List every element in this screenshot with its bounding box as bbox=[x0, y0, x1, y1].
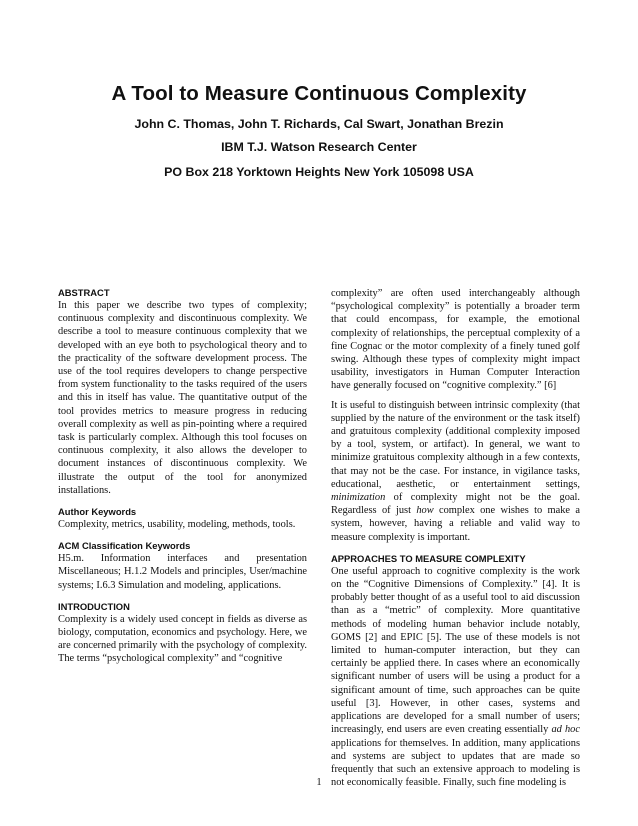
author-list: John C. Thomas, John T. Richards, Cal Swart, Jonathan Brezin bbox=[134, 117, 504, 131]
affiliation: IBM T.J. Watson Research Center bbox=[221, 140, 417, 154]
introduction-heading: INTRODUCTION bbox=[58, 600, 130, 612]
paragraph-text: One useful approach to cognitive complexity is the work on the “Cognitive Dimensions of Complexity.” [4]. It is probably better thought of as a useful tool to aid discussion than as a “metric” of complexity. More quantitative methods of modeling human behavior include notably, GOMS [2] and EPIC [5]. The use of these models is not limited to human-computer interaction, but they can certainly be applied there. In cases where an economically significant number of users will be using a product for a significant amount of time, such approaches can be quite useful [3]. However, in other cases, systems and applications are developed for a small number of users; increasingly, end users are even creating essentially bbox=[331, 565, 580, 736]
paper-title: A Tool to Measure Continuous Complexity bbox=[111, 82, 527, 105]
paragraph-text: complex one wishes to make a system, however, having a reliable and valid way to measure complexity is important. bbox=[331, 505, 580, 543]
right-column bbox=[331, 287, 580, 789]
acm-classification-text: H5.m. Information interfaces and presentation Miscellaneous; H.1.2 Models and principles, User/machine systems; I.6.3 Simulation and modeling, applications. bbox=[58, 553, 307, 591]
abstract-heading: ABSTRACT bbox=[58, 287, 110, 298]
introduction-text: Complexity is a widely used concept in fields as diverse as biology, computation, economics and psychology. Here, we are concerned primarily with the psychology of complexity. The terms “psychological complexity” and “cognitive bbox=[58, 613, 307, 665]
author-keywords-text: Complexity, metrics, usability, modeling, methods, tools. bbox=[58, 519, 296, 531]
paragraph-text: applications for themselves. In addition, many applications and systems are subject to updates that are made so frequently that such an extensive approach to modeling is not economically feasible. Finally, such fine modeling is bbox=[331, 737, 580, 789]
page-number: 1 bbox=[316, 777, 322, 788]
acm-classification-heading: ACM Classification Keywords bbox=[58, 540, 191, 552]
address: PO Box 218 Yorktown Heights New York 105098 USA bbox=[164, 165, 474, 179]
approaches-paragraph bbox=[331, 565, 580, 789]
complexity-paragraph: complexity” are often used interchangeably although “psychological complexity” is potentially a broader term that could encompass, for example, the emotional complexity of relationships, the perceptual complexity of a fine Cognac or the motor complexity of a finely tuned golf swing. Although these types of complexity might impact usability, investigators in Human Computer Interaction have generally focused on “cognitive complexity.” [6] bbox=[331, 288, 580, 392]
emphasis-text: ad hoc bbox=[551, 724, 580, 736]
abstract-text: In this paper we describe two types of complexity; continuous complexity and discontinuous complexity. We describe a tool to measure continuous complexity that we developed with an eye both to psychological theory and to the practicality of the software development process. The use of the tool requires developers to change perspective from system functionality to the tasks required of the users and this in itself has value. The quantitative output of the tool provides metrics to measure progress in reducing overall complexity as well as pin-pointing where a required task is particularly complex. Although this tool focuses on continuous complexity, it also allows the developer to document instances of discontinuous complexity. We illustrate the output of the tool for anonymized installations. bbox=[58, 300, 307, 496]
paragraph-text: It is useful to distinguish between intrinsic complexity (that supplied by the nature of the environment or the task itself) and gratuitous complexity (additional complexity imposed by a tool, system, or artifact). In general, we want to minimize gratuitous complexity although in a few contexts, that may not be the case. For instance, in vigilance tasks, educational, aesthetic, or entertainment settings, bbox=[331, 399, 580, 490]
approaches-heading: APPROACHES TO MEASURE COMPLEXITY bbox=[331, 552, 526, 564]
emphasis-text: how bbox=[416, 505, 434, 517]
author-keywords-heading: Author Keywords bbox=[58, 506, 137, 518]
intrinsic-complexity-paragraph bbox=[331, 399, 580, 544]
left-column bbox=[58, 287, 307, 666]
emphasis-text: minimization bbox=[331, 492, 386, 504]
paragraph-text: of complexity might not be the goal. Regardless of just bbox=[331, 492, 580, 517]
